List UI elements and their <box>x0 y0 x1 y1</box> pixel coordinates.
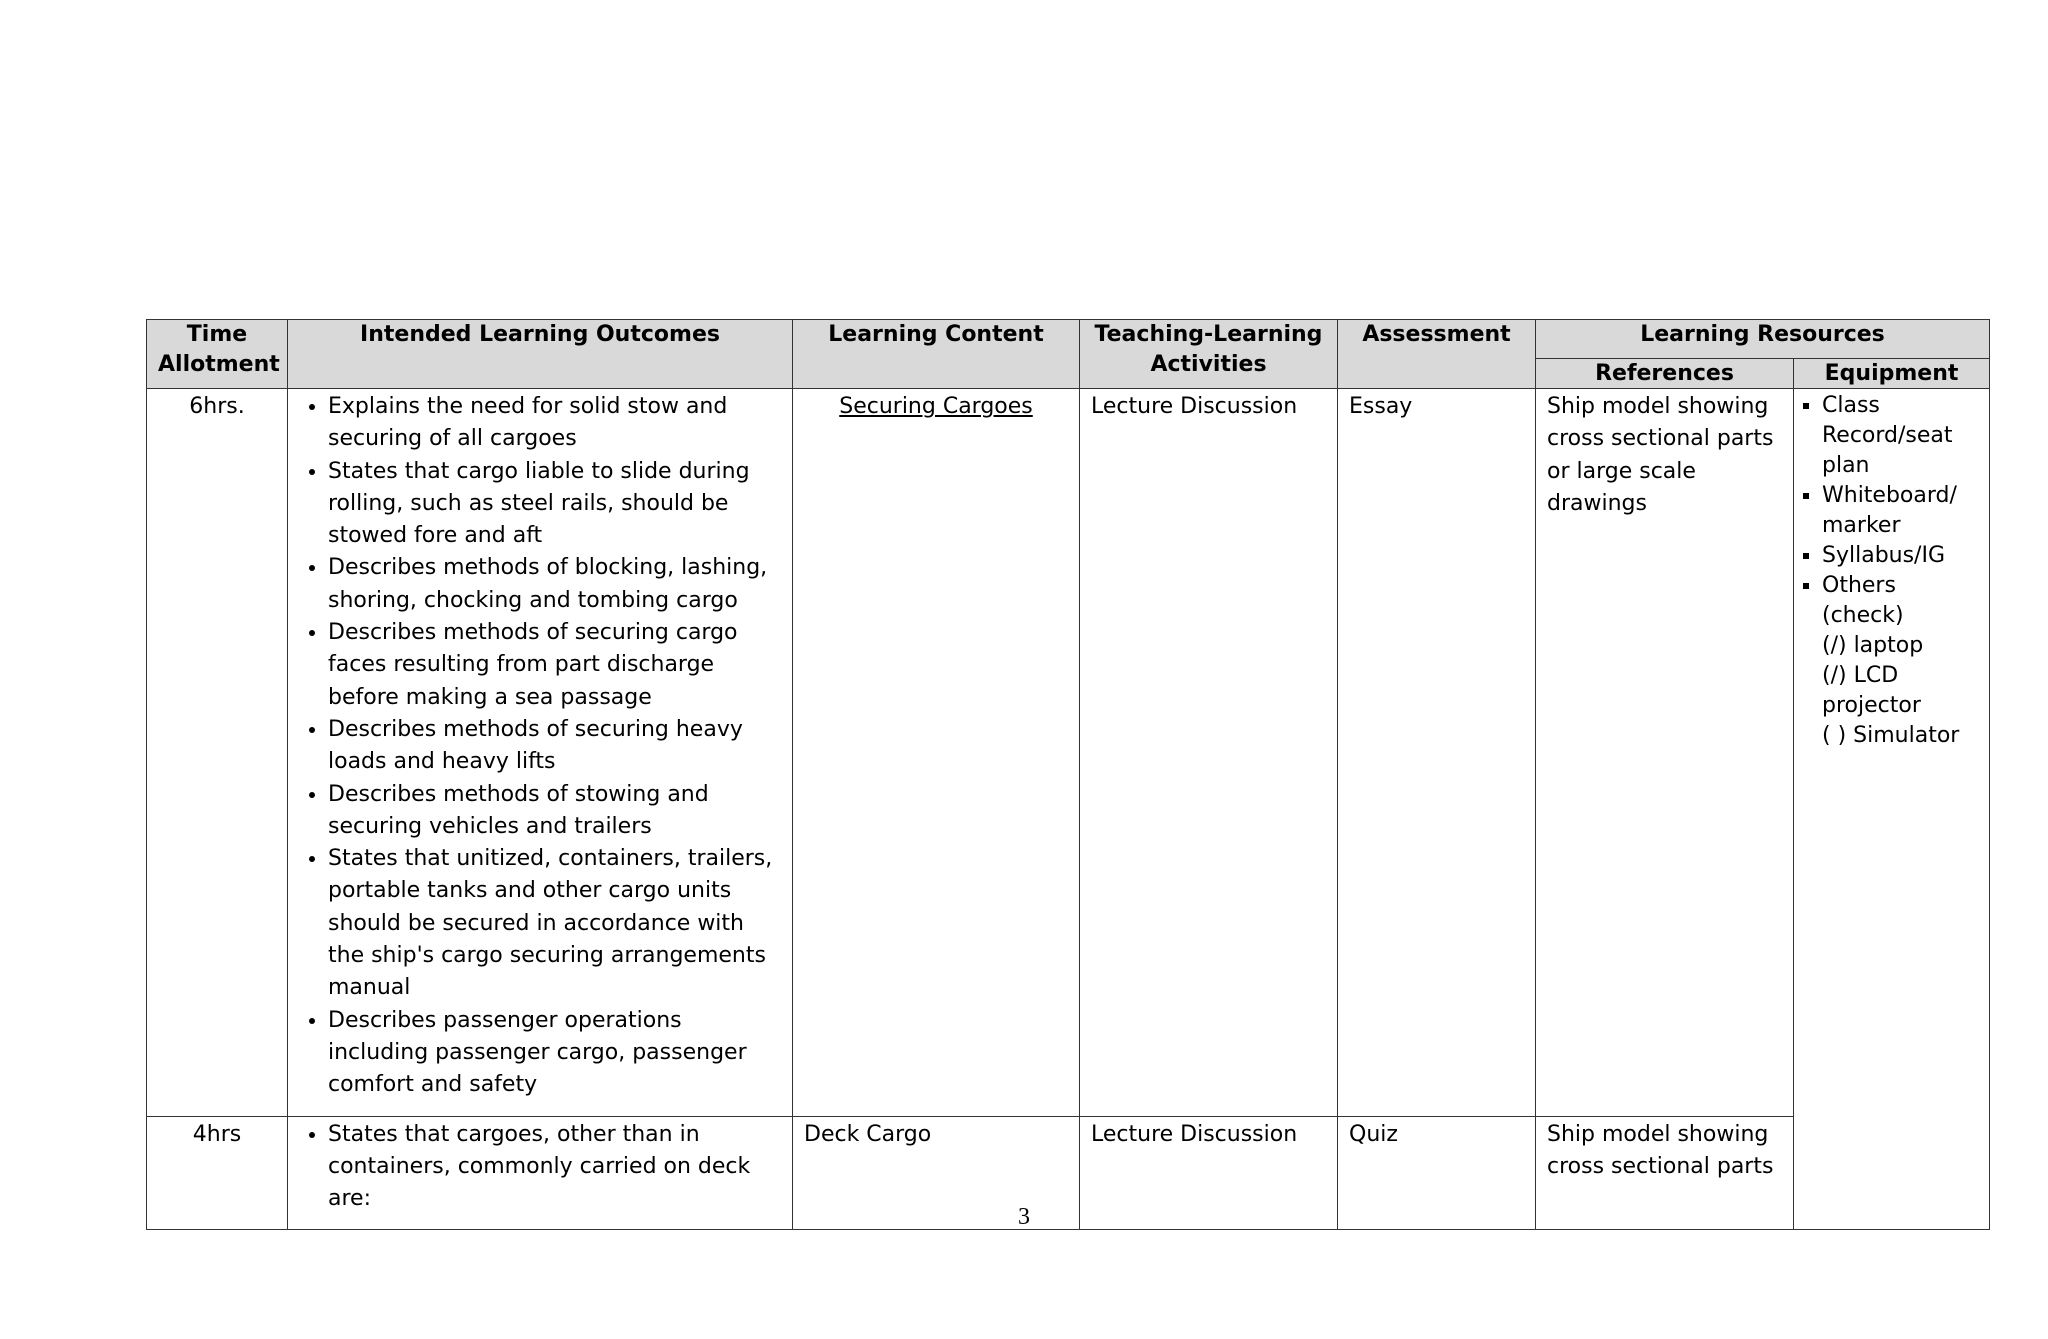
equipment-cell <box>1794 389 1990 1230</box>
equipment-item: ▪ Class Record/seat plan <box>1822 391 1978 481</box>
header-learning-resources: Learning Resources <box>1536 320 1990 359</box>
syllabus-table <box>146 319 1990 1230</box>
time-allotment-cell: 4hrs <box>147 1116 288 1230</box>
assessment-cell: Essay <box>1338 389 1536 1117</box>
header-activities-line1: Teaching-Learning <box>1094 322 1323 347</box>
time-allotment-cell: 6hrs. <box>147 389 288 1117</box>
activities-cell: Lecture Discussion <box>1080 389 1338 1117</box>
header-intended-learning-outcomes: Intended Learning Outcomes <box>288 320 793 389</box>
outcome-item: • States that cargoes, other than in containers, commonly carried on deck are: <box>328 1119 781 1216</box>
equipment-list <box>1805 391 1978 751</box>
check-lcd-projector: (/) LCD projector <box>1822 663 1921 718</box>
outcomes-list <box>299 391 781 1102</box>
header-references: References <box>1536 359 1794 389</box>
learning-content-cell <box>793 389 1080 1117</box>
outcomes-list <box>299 1119 781 1216</box>
outcome-item: • Describes methods of stowing and securing vehicles and trailers <box>328 779 781 844</box>
header-learning-content: Learning Content <box>793 320 1080 389</box>
outcome-item: • Describes methods of securing heavy loads and heavy lifts <box>328 714 781 779</box>
equipment-item: ▪ Whiteboard/ marker <box>1822 481 1978 541</box>
outcome-item: • Describes methods of blocking, lashing, shoring, chocking and tombing cargo <box>328 552 781 617</box>
assessment-cell: Quiz <box>1338 1116 1536 1230</box>
outcome-item: • Describes passenger operations including passenger cargo, passenger comfort and safety <box>328 1005 781 1102</box>
check-simulator: ( ) Simulator <box>1822 723 1960 748</box>
equipment-item-others <box>1822 571 1978 751</box>
header-teaching-learning-activities <box>1080 320 1338 389</box>
header-assessment: Assessment <box>1338 320 1536 389</box>
outcome-item: • Describes methods of securing cargo faces resulting from part discharge before making a sea passage <box>328 617 781 714</box>
check-laptop: (/) laptop <box>1822 633 1924 658</box>
learning-content-cell: Deck Cargo <box>793 1116 1080 1230</box>
header-equipment: Equipment <box>1794 359 1990 389</box>
others-check-label: Others (check) <box>1822 573 1904 628</box>
table-row <box>147 389 1990 1117</box>
outcome-item: • States that cargo liable to slide during rolling, such as steel rails, should be stowed fore and aft <box>328 456 781 553</box>
page-number: 3 <box>1018 1204 1030 1230</box>
outcome-item: • Explains the need for solid stow and securing of all cargoes <box>328 391 781 456</box>
equipment-item: ▪ Syllabus/IG <box>1822 541 1978 571</box>
header-time-allotment <box>147 320 288 389</box>
header-time-line1: Time <box>186 322 248 347</box>
learning-content-title: Securing Cargoes <box>839 394 1033 419</box>
activities-cell: Lecture Discussion <box>1080 1116 1338 1230</box>
outcomes-cell <box>288 389 793 1117</box>
outcome-item: • States that unitized, containers, trailers, portable tanks and other cargo units should be secured in accordance with the ship's cargo securing arrangements manual <box>328 843 781 1004</box>
header-activities-line2: Activities <box>1150 352 1267 377</box>
header-time-line2: Allotment <box>158 352 280 377</box>
references-cell: Ship model showing cross sectional parts or large scale drawings <box>1536 389 1794 1117</box>
references-cell: Ship model showing cross sectional parts <box>1536 1116 1794 1230</box>
